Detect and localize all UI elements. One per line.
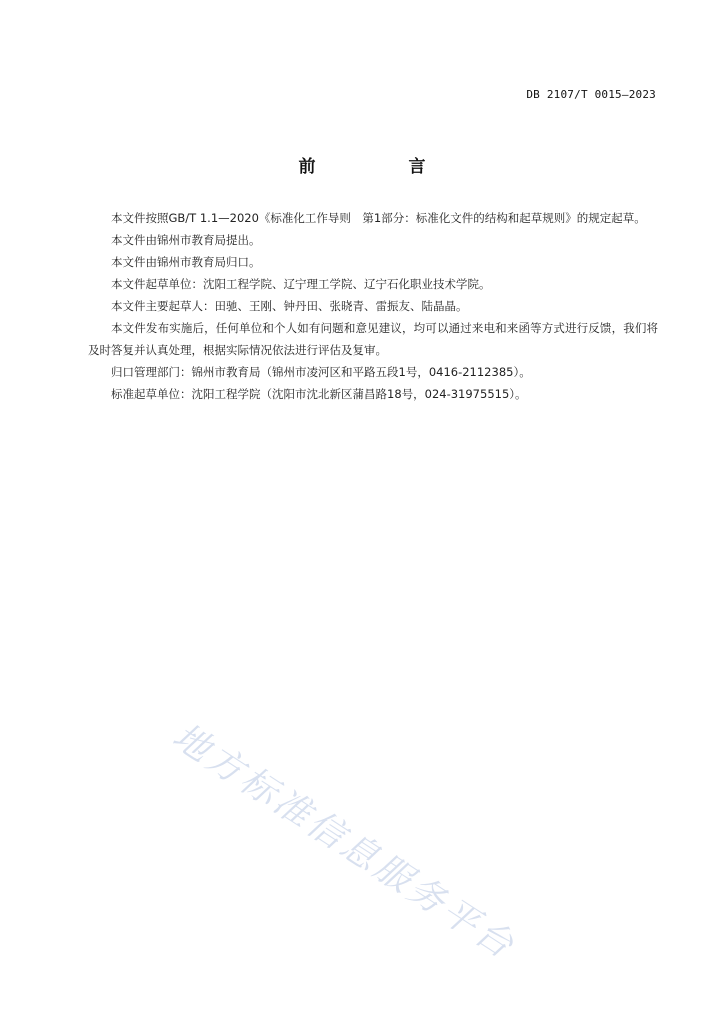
watermark: 地方标准信息服务平台 <box>165 715 524 969</box>
foreword-body <box>88 207 658 405</box>
section-title: 前 言 <box>298 157 464 177</box>
paragraph-drafters: 本文件主要起草人：田驰、王刚、钟丹田、张晓青、雷振友、陆晶晶。 <box>111 299 468 313</box>
paragraph-drafting-units: 本文件起草单位：沈阳工程学院、辽宁理工学院、辽宁石化职业技术学院。 <box>111 277 491 291</box>
paragraph-administrator: 本文件由锦州市教育局归口。 <box>111 255 261 269</box>
paragraph-drafting-unit-contact: 标准起草单位：沈阳工程学院（沈阳市沈北新区蒲昌路18号，024-31975515）。 <box>111 387 527 401</box>
paragraph-drafting-basis: 本文件按照GB/T 1.1—2020《标准化工作导则 第1部分：标准化文件的结构和起草规则》的规定起草。 <box>111 211 646 225</box>
paragraph-feedback: 本文件发布实施后，任何单位和个人如有问题和意见建议，均可以通过来电和来函等方式进行反馈，我们将及时答复并认真处理，根据实际情况依法进行评估及复审。 <box>88 321 658 357</box>
document-code: DB 2107/T 0015—2023 <box>526 88 656 101</box>
paragraph-proposer: 本文件由锦州市教育局提出。 <box>111 233 261 247</box>
paragraph-management-dept: 归口管理部门：锦州市教育局（锦州市凌河区和平路五段1号，0416-2112385）。 <box>111 365 531 379</box>
